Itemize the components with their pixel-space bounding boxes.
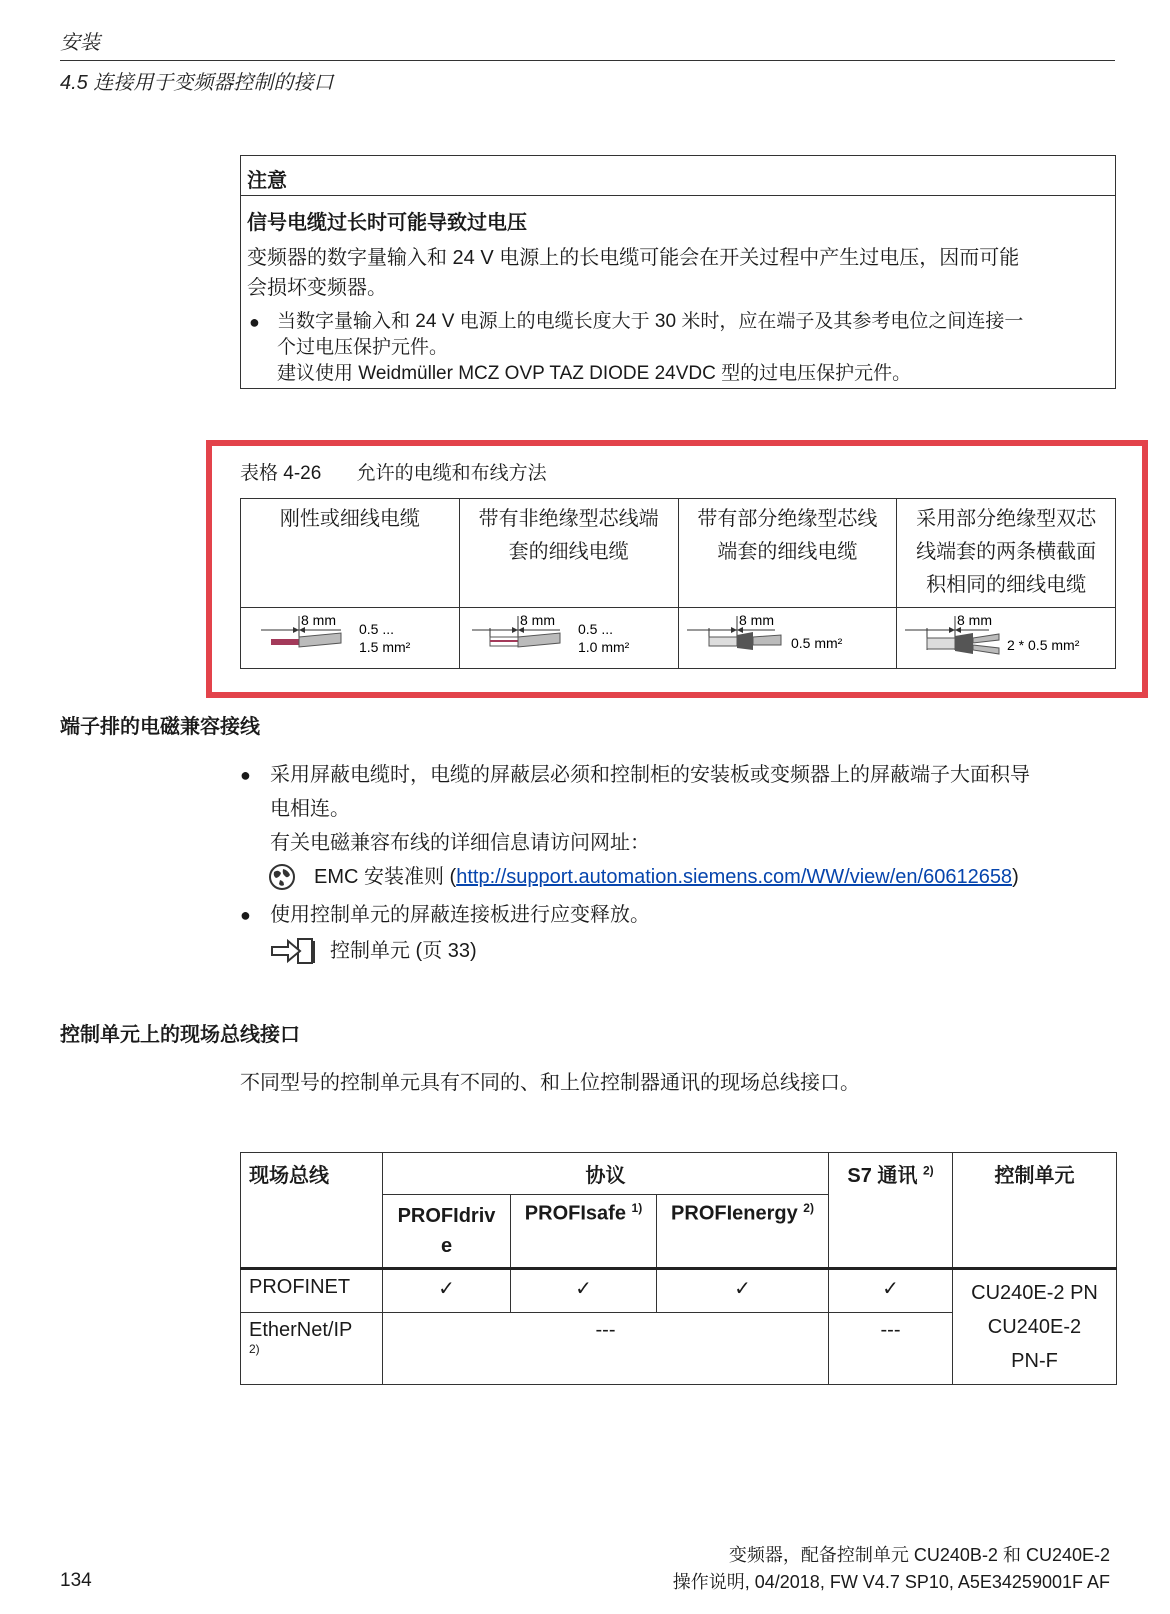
strip-length-label: 8 mm xyxy=(957,612,993,628)
emc-info-line: 有关电磁兼容布线的详细信息请访问网址： xyxy=(270,832,650,854)
cable-table xyxy=(240,498,1116,669)
cable-diagram-twin-ferrule xyxy=(897,608,1116,669)
cross-reference-arrow-icon xyxy=(270,937,320,965)
emc-guideline-link[interactable]: http://support.automation.siemens.com/WW/view/en/60612658 xyxy=(456,866,1013,888)
globe-icon xyxy=(268,863,296,891)
cross-section-label: 2 * 0.5 mm² xyxy=(1007,637,1080,653)
notice-bullet xyxy=(241,307,1115,387)
caption-title: 允许的电缆和布线方法 xyxy=(356,463,547,484)
footer-doc-info xyxy=(673,1542,1110,1596)
emc-bullet-1-line1: 采用屏蔽电缆时，电缆的屏蔽层必须和控制柜的安装板或变频器上的屏蔽端子大面积导 xyxy=(270,764,1030,786)
footer-line2: 操作说明, 04/2018, FW V4.7 SP10, A5E34259001F AF xyxy=(672,1572,1110,1592)
cable-header-2: 带有非绝缘型芯线端 套的细线电缆 xyxy=(459,499,678,608)
notice-bullet-line3: 建议使用 Weidmüller MCZ OVP TAZ DIODE 24VDC 型的过电压保护元件。 xyxy=(277,363,912,384)
check-cell: ✓ xyxy=(829,1269,953,1313)
footer-line1: 变频器，配备控制单元 CU240B-2 和 CU240E-2 xyxy=(728,1545,1110,1565)
row-profinet-name: PROFINET xyxy=(241,1269,383,1313)
cable-header-1: 刚性或细线电缆 xyxy=(241,499,460,608)
strip-length-label: 8 mm xyxy=(738,612,774,628)
strip-length-label: 8 mm xyxy=(301,612,336,628)
cross-section-label: 0.5 ... xyxy=(359,621,395,637)
col-profisafe: PROFIsafe $^{1)}$ xyxy=(511,1195,657,1269)
bullet-dot: ● xyxy=(249,312,260,332)
xref-line xyxy=(270,934,1120,968)
emc-bullet-1-line2: 电相连。 xyxy=(270,798,350,820)
cross-section-label: 1.5 mm² xyxy=(359,639,411,655)
cross-section-label: 1.0 mm² xyxy=(577,639,630,655)
check-cell: ✓ xyxy=(657,1269,829,1313)
cross-section-label: 0.5 ... xyxy=(577,621,613,637)
row-ethernetip-name: EtherNet/IP 2) xyxy=(241,1313,383,1385)
notice-bullet-line1: 当数字量输入和 24 V 电源上的电缆长度大于 30 米时，应在端子及其参考电位之间连接一 xyxy=(277,311,1024,332)
cable-diagram-rigid xyxy=(241,608,460,669)
cable-header-4: 采用部分绝缘型双芯 线端套的两条横截面 积相同的细线电缆 xyxy=(897,499,1116,608)
cable-diagram-insulated-ferrule xyxy=(678,608,897,669)
strip-length-label: 8 mm xyxy=(519,612,555,628)
notice-body xyxy=(241,239,1115,307)
page-number: 134 xyxy=(60,1570,92,1591)
bullet-dot: ● xyxy=(240,765,251,785)
check-cell: ✓ xyxy=(383,1269,511,1313)
notice-box xyxy=(240,155,1116,389)
header-section: 安装 xyxy=(60,32,100,54)
col-protocol: 协议 xyxy=(383,1153,829,1195)
fieldbus-heading: 控制单元上的现场总线接口 xyxy=(60,1024,300,1046)
notice-title: 注意 xyxy=(241,156,1115,196)
control-unit-xref-link[interactable]: 控制单元 (页 33) xyxy=(330,940,477,962)
caption-number: 表格 4-26 xyxy=(240,463,322,484)
col-profienergy: PROFIenergy $^{2)}$ xyxy=(657,1195,829,1269)
bullet-dot: ● xyxy=(240,905,251,925)
notice-body-line1: 变频器的数字量输入和 24 V 电源上的长电缆可能会在开关过程中产生过电压，因而可能 xyxy=(247,247,1020,269)
emc-bullet-2-text: 使用控制单元的屏蔽连接板进行应变释放。 xyxy=(270,904,650,926)
ethernetip-s7-cell: --- xyxy=(829,1313,953,1385)
fieldbus-table xyxy=(240,1152,1117,1385)
notice-bullet-line2: 个过电压保护元件。 xyxy=(277,337,449,358)
cross-section-label: 0.5 mm² xyxy=(790,635,842,651)
emc-bullet-1 xyxy=(240,758,1120,894)
control-unit-cell: CU240E-2 PN CU240E-2 PN-F xyxy=(953,1269,1117,1385)
notice-body-line2: 会损坏变频器。 xyxy=(247,277,387,299)
cable-table-caption xyxy=(240,458,547,485)
col-control-unit: 控制单元 xyxy=(953,1153,1117,1269)
notice-subtitle: 信号电缆过长时可能导致过电压 xyxy=(247,212,527,234)
emc-link-prefix: EMC 安装准则 ( xyxy=(314,866,457,888)
ethernetip-protocol-cell: --- xyxy=(383,1313,829,1385)
check-cell: ✓ xyxy=(511,1269,657,1313)
col-fieldbus: 现场总线 xyxy=(241,1153,383,1269)
header-subsection: 4.5 连接用于变频器控制的接口 xyxy=(60,72,334,94)
cable-header-3: 带有部分绝缘型芯线 端套的细线电缆 xyxy=(678,499,897,608)
cable-diagram-ferrule xyxy=(459,608,678,669)
emc-link-line xyxy=(270,860,1120,894)
fieldbus-intro: 不同型号的控制单元具有不同的、和上位控制器通讯的现场总线接口。 xyxy=(240,1072,860,1094)
col-s7: S7 通讯 $^{2)}$ xyxy=(829,1153,953,1269)
header-rule xyxy=(60,60,1115,61)
emc-heading: 端子排的电磁兼容接线 xyxy=(60,716,260,738)
col-profidrive: PROFIdriv e xyxy=(383,1195,511,1269)
emc-bullet-2 xyxy=(240,898,1120,968)
emc-link-suffix: ) xyxy=(1012,866,1019,888)
